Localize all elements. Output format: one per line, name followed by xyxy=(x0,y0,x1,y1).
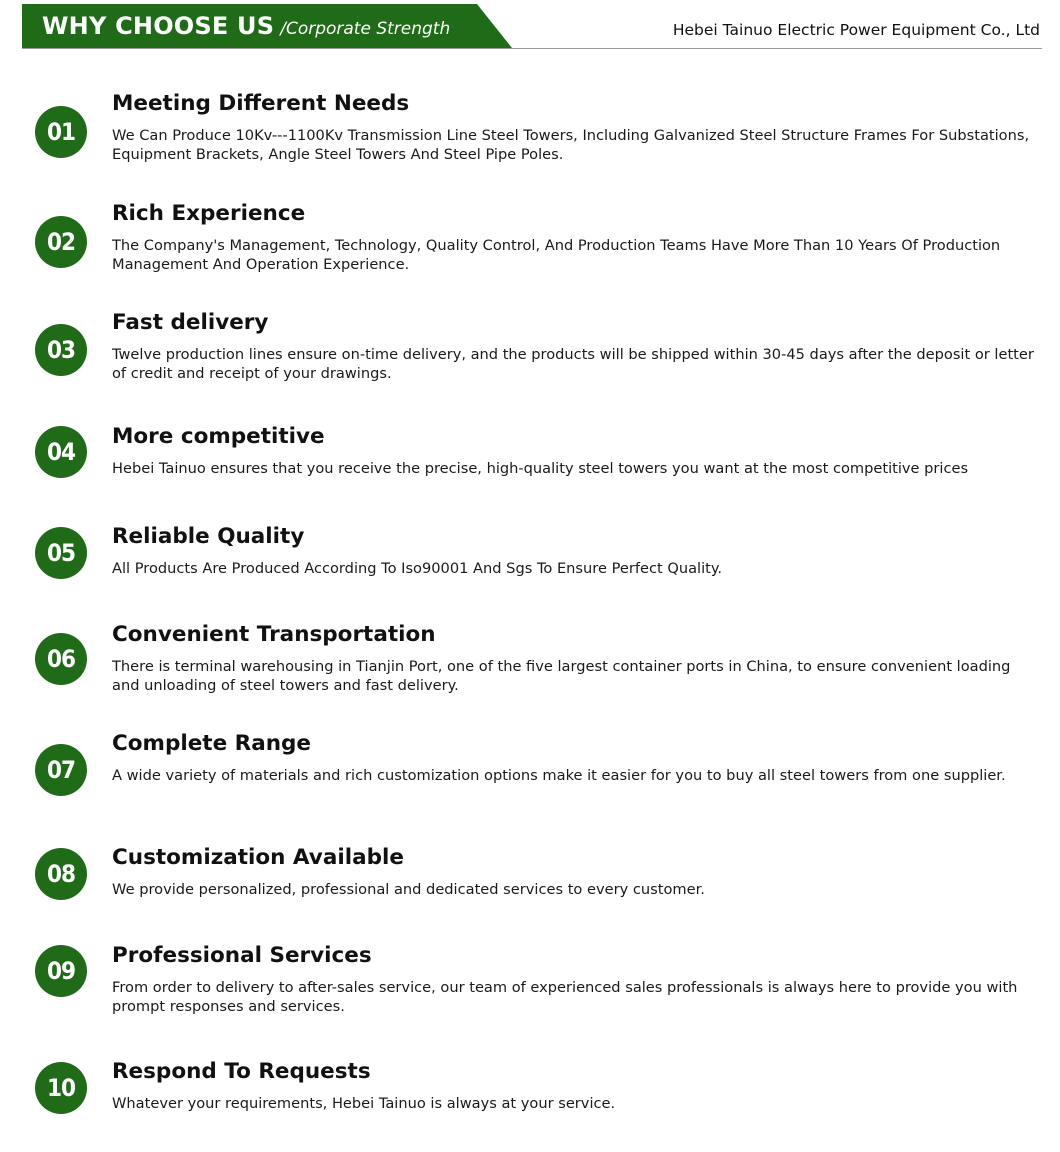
feature-number-badge: 01 xyxy=(35,106,87,158)
feature-number-badge: 09 xyxy=(35,945,87,997)
feature-description: Twelve production lines ensure on-time delivery, and the products will be shipped within 30-45 days after the deposit or letter of credit and receipt of your drawings. xyxy=(112,346,1034,382)
header-subtitle: /Corporate Strength xyxy=(280,19,451,39)
feature-description: We Can Produce 10Kv---1100Kv Transmission Line Steel Towers, Including Galvanized Steel Structure Frames For Substations, Equipment Brackets, Angle Steel Towers And Steel Pipe Poles. xyxy=(112,127,1030,163)
feature-description: There is terminal warehousing in Tianjin Port, one of the five largest container ports in China, to ensure convenient loading and unloading of steel towers and fast delivery. xyxy=(112,658,1011,694)
feature-description: The Company's Management, Technology, Quality Control, And Production Teams Have More Than 10 Years Of Production Management And Operation Experience. xyxy=(112,237,1001,273)
feature-number-badge: 10 xyxy=(35,1062,87,1114)
feature-description: All Products Are Produced According To Iso90001 And Sgs To Ensure Perfect Quality. xyxy=(112,560,723,577)
feature-number-badge: 07 xyxy=(35,744,87,796)
feature-description: Hebei Tainuo ensures that you receive the precise, high-quality steel towers you want at the most competitive prices xyxy=(112,460,969,477)
feature-number-badge: 04 xyxy=(35,426,87,478)
feature-description: A wide variety of materials and rich customization options make it easier for you to buy all steel towers from one supplier. xyxy=(112,767,1006,784)
company-name: Hebei Tainuo Electric Power Equipment Co., Ltd xyxy=(672,21,1040,39)
feature-title: Fast delivery xyxy=(112,310,269,335)
feature-number-badge: 02 xyxy=(35,216,87,268)
feature-number-badge: 06 xyxy=(35,633,87,685)
page-header xyxy=(22,4,1042,50)
feature-description: From order to delivery to after-sales service, our team of experienced sales professionals is always here to provide you with prompt responses and services. xyxy=(112,979,1018,1015)
feature-number-badge: 05 xyxy=(35,527,87,579)
feature-title: Professional Services xyxy=(112,943,372,968)
feature-description: We provide personalized, professional and dedicated services to every customer. xyxy=(112,881,705,898)
feature-description: Whatever your requirements, Hebei Tainuo is always at your service. xyxy=(112,1095,616,1112)
header-title xyxy=(42,11,450,44)
feature-title: More competitive xyxy=(112,424,325,449)
feature-number-badge: 03 xyxy=(35,324,87,376)
feature-title: Customization Available xyxy=(112,845,404,870)
header-divider xyxy=(22,48,1042,49)
feature-title: Rich Experience xyxy=(112,201,306,226)
feature-title: Respond To Requests xyxy=(112,1059,371,1084)
feature-number-badge: 08 xyxy=(35,848,87,900)
feature-title: Complete Range xyxy=(112,731,311,756)
header-main-title: WHY CHOOSE US xyxy=(42,12,275,40)
feature-title: Convenient Transportation xyxy=(112,622,436,647)
feature-title: Reliable Quality xyxy=(112,524,305,549)
feature-title: Meeting Different Needs xyxy=(112,91,410,116)
